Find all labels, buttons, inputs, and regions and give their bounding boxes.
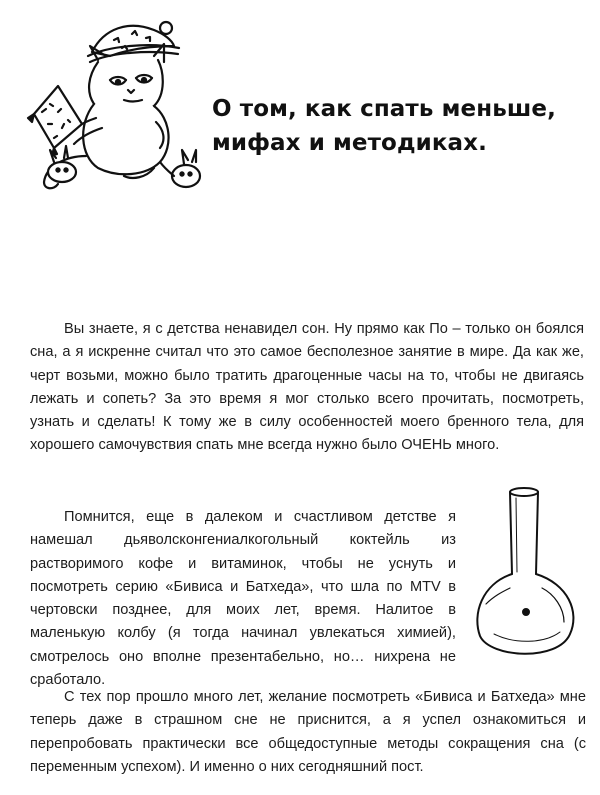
page-title — [212, 92, 592, 160]
title-line-2: мифах и методиках. — [212, 130, 487, 156]
paragraph-childhood: Помнится, еще в далеком и счастливом детстве я намешал дьяволсконгениалкогольный коктейль из растворимого кофе и витаминок, чтобы не уснуть и посмотреть серию «Бивиса и Батхеда», что шла по MTV в чертовски позднее, для моих лет, время. Налитое в маленькую колбу (я тогда начинал увлекаться химией), смотрелось оно вполне презентабельно, но… нихрена не сработало. — [30, 509, 456, 689]
flask-illustration — [464, 484, 584, 664]
paragraph-intro: Вы знаете, я с детства ненавидел сон. Ну прямо как По – только он боялся сна, а я искренне считал что это самое бесполезное занятие в мире. Да как же, черт возьми, можно было тратить драгоценные часы на то, чтобы не двигаясь лежать и сопеть? За это время я мог столько всего прочитать, посмотреть, узнать и сделать! К тому же в силу особенностей моего бренного тела, для хорошего самочувствия спать мне всегда нужно было ОЧЕНЬ много. — [30, 321, 584, 454]
paragraph-today: С тех пор прошло много лет, желание посмотреть «Бивиса и Батхеда» мне теперь даже в страшном сне не приснится, а я успел ознакомиться и перепробовать практически все общедоступные методы сокращения сна (с переменным успехом). И именно о них сегодняшний пост. — [30, 689, 586, 775]
sleepy-cat-illustration — [14, 6, 204, 196]
title-line-1: О том, как спать меньше, — [212, 96, 556, 122]
